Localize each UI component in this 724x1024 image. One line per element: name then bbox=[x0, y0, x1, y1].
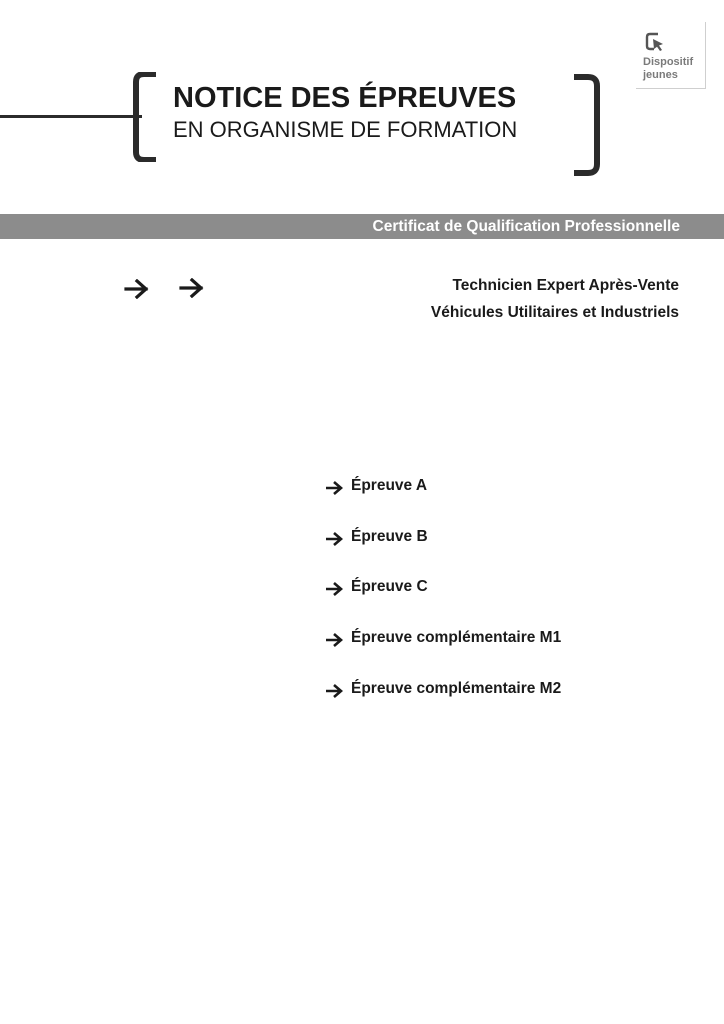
epreuve-label: Épreuve C bbox=[351, 578, 428, 596]
qualification-title bbox=[431, 272, 679, 326]
right-arrow-icon bbox=[324, 632, 344, 648]
epreuve-label: Épreuve complémentaire M1 bbox=[351, 629, 562, 647]
page-title: NOTICE DES ÉPREUVES bbox=[173, 82, 517, 114]
epreuve-label: Épreuve B bbox=[351, 527, 428, 545]
logo-text bbox=[643, 56, 693, 82]
right-bracket-icon bbox=[570, 74, 602, 176]
right-arrow-icon bbox=[324, 581, 344, 597]
right-arrow-icon bbox=[124, 279, 150, 299]
right-arrow-icon bbox=[179, 278, 205, 298]
epreuve-label: Épreuve A bbox=[351, 477, 428, 494]
dispositif-jeunes-logo bbox=[636, 22, 706, 89]
left-bracket-icon bbox=[132, 72, 158, 162]
cursor-square-icon bbox=[644, 31, 666, 53]
logo-line-2: jeunes bbox=[643, 69, 678, 81]
qualification-line-2: Véhicules Utilitaires et Industriels bbox=[430, 304, 679, 321]
right-arrow-icon bbox=[324, 531, 344, 547]
certificate-band bbox=[0, 214, 724, 239]
page-subtitle: EN ORGANISME DE FORMATION bbox=[173, 117, 518, 142]
right-arrow-icon bbox=[324, 683, 344, 699]
epreuve-label: Épreuve complémentaire M2 bbox=[351, 679, 562, 697]
qualification-line-1: Technicien Expert Après-Vente bbox=[452, 277, 679, 294]
header-rule bbox=[0, 115, 142, 118]
right-arrow-icon bbox=[324, 480, 344, 496]
logo-line-1: Dispositif bbox=[643, 56, 694, 68]
certificate-label: Certificat de Qualification Professionnelle bbox=[372, 218, 680, 235]
